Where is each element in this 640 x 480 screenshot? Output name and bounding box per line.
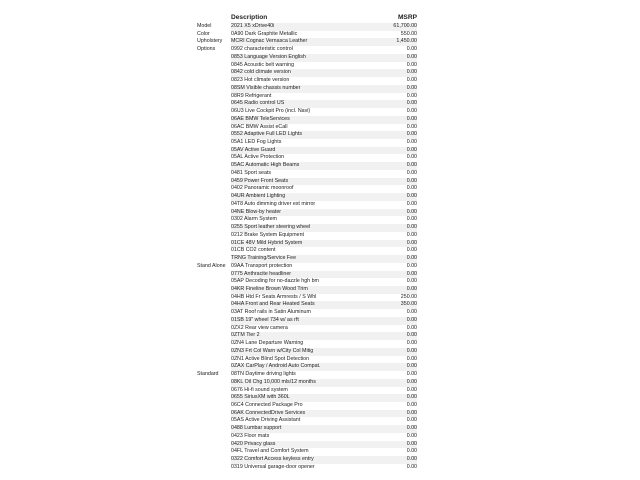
- row-section: [197, 185, 231, 193]
- table-row: [197, 93, 421, 101]
- table-row: [197, 332, 421, 340]
- row-price: 0.00: [406, 185, 417, 192]
- row-section: [197, 301, 231, 309]
- table-row: [197, 154, 421, 162]
- table-row: [197, 379, 421, 387]
- row-price: 0.00: [406, 432, 417, 439]
- row-price: 0.00: [406, 448, 417, 455]
- row-price: 0.00: [389, 394, 417, 402]
- row-price: 0.00: [406, 355, 417, 362]
- row-description: 05A1 LED Fog Lights: [231, 139, 282, 146]
- row-price: 0.00: [389, 116, 417, 124]
- row-price: 0.00: [389, 348, 417, 356]
- row-description: 0ZN1 Active Blind Spot Detection: [231, 355, 310, 362]
- row-description: 08TN Daytime driving lights: [231, 371, 296, 378]
- row-section: [197, 77, 231, 85]
- row-description: 01CB CO2 content: [231, 247, 276, 254]
- table-row: [197, 124, 421, 132]
- row-price: 0.00: [389, 379, 417, 387]
- row-description: 05AV Active Guard: [231, 147, 389, 155]
- table-row: [197, 46, 421, 54]
- row-price: 0.00: [389, 363, 417, 371]
- header-description: Description: [231, 14, 268, 21]
- row-description: 09AA Transport protection: [231, 262, 293, 269]
- row-price: 0.00: [389, 441, 417, 449]
- table-row: [197, 402, 421, 410]
- row-description: 05AC Automatic High Beams: [231, 162, 389, 170]
- table-row: [197, 108, 421, 116]
- table-row: [197, 448, 421, 456]
- table-row: [197, 286, 421, 294]
- table-row: [197, 464, 421, 472]
- row-description: 0ZTM Tier 2: [231, 332, 389, 340]
- table-row: [197, 301, 421, 309]
- row-price: 0.00: [406, 309, 417, 316]
- row-price: 0.00: [389, 85, 417, 93]
- row-description: 08KL Oil Chg 10,000 mls/12 months: [231, 379, 389, 387]
- table-row: [197, 356, 421, 364]
- row-price: 550.00: [400, 30, 417, 37]
- table-row: [197, 131, 421, 139]
- row-description: 05AS Active Driving Assistant: [231, 417, 301, 424]
- row-price: 0.00: [406, 46, 417, 53]
- row-description: 01CE 48V Mild Hybrid System: [231, 240, 389, 248]
- table-row: [197, 232, 421, 240]
- row-price: 0.00: [406, 340, 417, 347]
- row-description: 0302 Alarm System: [231, 216, 277, 223]
- table-row: [197, 294, 421, 302]
- table-row: [197, 162, 421, 170]
- row-description: 0ZN3 Frt Col Warn w/City Col Mitig: [231, 348, 389, 356]
- table-row: [197, 216, 421, 224]
- row-price: 0.00: [389, 131, 417, 139]
- row-price: 0.00: [389, 162, 417, 170]
- table-row: [197, 348, 421, 356]
- row-price: 0.00: [406, 216, 417, 223]
- row-price: 0.00: [389, 317, 417, 325]
- row-price: 350.00: [389, 301, 417, 309]
- row-price: 61,700.00: [389, 23, 417, 31]
- row-section: [197, 147, 231, 155]
- table-header: [197, 14, 421, 22]
- row-description: 0655 SiriusXM with 360L: [231, 394, 389, 402]
- row-price: 0.00: [389, 193, 417, 201]
- row-section: [197, 433, 231, 441]
- row-section: [197, 240, 231, 248]
- row-description: 04HB Htd Fr Seats Armrests / S Whl: [231, 293, 317, 300]
- table-row: [197, 433, 421, 441]
- row-price: 0.00: [406, 371, 417, 378]
- row-price: 0.00: [389, 224, 417, 232]
- row-price: 0.00: [406, 247, 417, 254]
- table-row: [197, 100, 421, 108]
- row-price: 0.00: [389, 425, 417, 433]
- table-row: [197, 178, 421, 186]
- row-section: [197, 100, 231, 108]
- row-section: Standard: [197, 371, 219, 378]
- table-row: [197, 456, 421, 464]
- row-price: 0.00: [389, 209, 417, 217]
- row-section: [197, 410, 231, 418]
- table-row: [197, 410, 421, 418]
- row-description: 06AC BMW Assist eCall: [231, 123, 288, 130]
- row-description: 04HA Front and Rear Heated Seats: [231, 301, 389, 309]
- row-description: 0420 Privacy glass: [231, 441, 389, 449]
- row-description: 0322 Comfort Access keyless entry: [231, 456, 389, 464]
- row-section: [197, 379, 231, 387]
- table-row: [197, 170, 421, 178]
- row-description: 0488 Lumbar support: [231, 425, 389, 433]
- row-price: 0.00: [406, 463, 417, 470]
- row-section: [197, 178, 231, 186]
- row-description: TRNG Training/Service Fee: [231, 255, 389, 263]
- table-row: [197, 247, 421, 255]
- table-row: [197, 394, 421, 402]
- row-description: 06U3 Live Cockpit Pro (incl. Navi): [231, 108, 311, 115]
- row-description: 0645 Radio control US: [231, 100, 389, 108]
- header-msrp: MSRP: [397, 14, 417, 21]
- row-section: [197, 325, 231, 333]
- row-section: [197, 278, 231, 286]
- row-price: 0.00: [389, 147, 417, 155]
- row-description: 04FL Travel and Comfort System: [231, 448, 309, 455]
- table-row: [197, 77, 421, 85]
- row-section: [197, 402, 231, 410]
- row-description: 0552 Adaptive Full LED Lights: [231, 131, 389, 139]
- row-description: 04T8 Auto dimming driver ext mirror: [231, 200, 316, 207]
- row-price: 0.00: [406, 324, 417, 331]
- row-section: [197, 224, 231, 232]
- row-price: 0.00: [406, 92, 417, 99]
- row-description: 06AK ConnectedDrive Services: [231, 410, 389, 418]
- row-section: [197, 131, 231, 139]
- row-section: [197, 356, 231, 364]
- row-section: [197, 271, 231, 279]
- table-row: [197, 240, 421, 248]
- row-description: 0676 Hi-fi sound system: [231, 386, 288, 393]
- row-section: [197, 255, 231, 263]
- row-section: Stand Alone: [197, 262, 226, 269]
- row-description: 0823 Hot climate version: [231, 77, 290, 84]
- table-row: [197, 139, 421, 147]
- row-price: 250.00: [400, 293, 417, 300]
- row-section: [197, 108, 231, 116]
- table-row: [197, 425, 421, 433]
- row-price: 0.00: [389, 100, 417, 108]
- row-section: [197, 425, 231, 433]
- row-price: 0.00: [389, 240, 417, 248]
- row-section: [197, 216, 231, 224]
- row-section: [197, 247, 231, 255]
- table-body: [197, 23, 421, 472]
- row-description: 2021 X5 xDrive40i: [231, 23, 389, 31]
- row-description: 0423 Floor mats: [231, 432, 270, 439]
- table-row: [197, 85, 421, 93]
- row-section: [197, 69, 231, 77]
- header-section: [197, 14, 231, 22]
- row-description: 01SB 19" wheel 734 w/ as rft: [231, 317, 389, 325]
- row-section: [197, 332, 231, 340]
- row-description: 0319 Universal garage-door opener: [231, 463, 315, 470]
- row-description: 04KR Fineline Brown Wood Trim: [231, 286, 389, 294]
- row-description: 08R9 Refrigerant: [231, 92, 272, 99]
- row-price: 0.00: [389, 456, 417, 464]
- table-row: [197, 363, 421, 371]
- row-section: [197, 93, 231, 101]
- row-section: [197, 124, 231, 132]
- row-price: 0.00: [389, 410, 417, 418]
- table-row: [197, 23, 421, 31]
- row-price: 0.00: [389, 54, 417, 62]
- row-section: [197, 464, 231, 472]
- row-section: Color: [197, 30, 210, 37]
- row-description: 0845 Acoustic belt warning: [231, 61, 295, 68]
- row-description: 0A90 Dark Graphite Metallic: [231, 30, 298, 37]
- row-price: 0.00: [389, 332, 417, 340]
- row-section: [197, 154, 231, 162]
- row-price: 0.00: [389, 69, 417, 77]
- row-section: [197, 317, 231, 325]
- row-price: 0.00: [406, 169, 417, 176]
- row-description: 05AL Active Protection: [231, 154, 285, 161]
- row-section: [197, 62, 231, 70]
- table-row: [197, 371, 421, 379]
- row-price: 0.00: [406, 401, 417, 408]
- row-section: [197, 448, 231, 456]
- row-description: 0992 characteristic control: [231, 46, 293, 53]
- row-price: 0.00: [406, 61, 417, 68]
- table-row: [197, 62, 421, 70]
- row-section: [197, 309, 231, 317]
- table-row: [197, 309, 421, 317]
- row-description: 03AT Roof rails in Satin Aluminum: [231, 309, 311, 316]
- row-section: [197, 162, 231, 170]
- row-section: [197, 193, 231, 201]
- row-section: [197, 363, 231, 371]
- row-section: [197, 348, 231, 356]
- table-row: [197, 185, 421, 193]
- row-description: 0ZAX CarPlay / Android Auto Compat.: [231, 363, 389, 371]
- row-description: 0481 Sport seats: [231, 169, 272, 176]
- table-row: [197, 147, 421, 155]
- row-section: [197, 201, 231, 209]
- row-section: [197, 286, 231, 294]
- table-row: [197, 340, 421, 348]
- table-row: [197, 278, 421, 286]
- row-price: 0.00: [406, 200, 417, 207]
- row-price: 1,450.00: [389, 38, 417, 46]
- row-price: 0.00: [406, 108, 417, 115]
- table-row: [197, 224, 421, 232]
- row-description: 0775 Anthracite headliner: [231, 271, 389, 279]
- row-description: 0459 Power Front Seats: [231, 178, 389, 186]
- row-description: 0212 Brake System Equipment: [231, 231, 305, 238]
- row-section: [197, 294, 231, 302]
- row-price: 0.00: [406, 386, 417, 393]
- row-description: 0255 Sport leather steering wheel: [231, 224, 389, 232]
- row-price: 0.00: [406, 123, 417, 130]
- table-row: [197, 193, 421, 201]
- row-section: [197, 441, 231, 449]
- row-description: 0ZX2 Rear view camera: [231, 324, 288, 331]
- table-row: [197, 255, 421, 263]
- row-description: 04UR Ambient Lighting: [231, 193, 389, 201]
- row-section: [197, 387, 231, 395]
- row-description: 0853 Language Version English: [231, 54, 389, 62]
- row-section: [197, 116, 231, 124]
- table-row: [197, 263, 421, 271]
- row-price: 0.00: [389, 286, 417, 294]
- row-description: 06C4 Connected Package Pro: [231, 401, 303, 408]
- row-description: 0842 cold climate version: [231, 69, 389, 77]
- row-price: 0.00: [406, 278, 417, 285]
- row-section: [197, 170, 231, 178]
- row-description: 08SM Visible chassis number: [231, 85, 389, 93]
- row-description: MCRI Cognac Vernasca Leather: [231, 38, 389, 46]
- row-section: Model: [197, 23, 212, 29]
- row-price: 0.00: [389, 178, 417, 186]
- table-row: [197, 387, 421, 395]
- row-price: 0.00: [406, 417, 417, 424]
- table-row: [197, 116, 421, 124]
- table-row: [197, 54, 421, 62]
- table-row: [197, 325, 421, 333]
- window-sticker-table: [197, 14, 421, 472]
- row-section: [197, 394, 231, 402]
- table-row: [197, 201, 421, 209]
- row-description: 0ZN4 Lane Departure Warning: [231, 340, 304, 347]
- row-price: 0.00: [389, 255, 417, 263]
- table-row: [197, 271, 421, 279]
- row-description: 0402 Panoramic moonroof: [231, 185, 294, 192]
- row-price: 0.00: [406, 139, 417, 146]
- table-row: [197, 69, 421, 77]
- row-description: 04NE Blow-by heater: [231, 209, 389, 217]
- table-row: [197, 38, 421, 46]
- table-row: [197, 209, 421, 217]
- row-section: Options: [197, 46, 216, 53]
- row-section: [197, 456, 231, 464]
- table-row: [197, 441, 421, 449]
- row-price: 0.00: [406, 231, 417, 238]
- table-row: [197, 317, 421, 325]
- row-section: [197, 232, 231, 240]
- row-section: [197, 139, 231, 147]
- row-price: 0.00: [389, 271, 417, 279]
- table-row: [197, 417, 421, 425]
- table-row: [197, 31, 421, 39]
- row-price: 0.00: [406, 262, 417, 269]
- row-description: 05AP Decoding for no-dazzle hgh bm: [231, 278, 319, 285]
- row-price: 0.00: [406, 77, 417, 84]
- row-section: Upholstery: [197, 38, 223, 45]
- row-section: [197, 85, 231, 93]
- row-section: [197, 209, 231, 217]
- row-description: 06AE BMW TeleServices: [231, 116, 389, 124]
- row-price: 0.00: [406, 154, 417, 161]
- row-section: [197, 340, 231, 348]
- row-section: [197, 54, 231, 62]
- row-section: [197, 417, 231, 425]
